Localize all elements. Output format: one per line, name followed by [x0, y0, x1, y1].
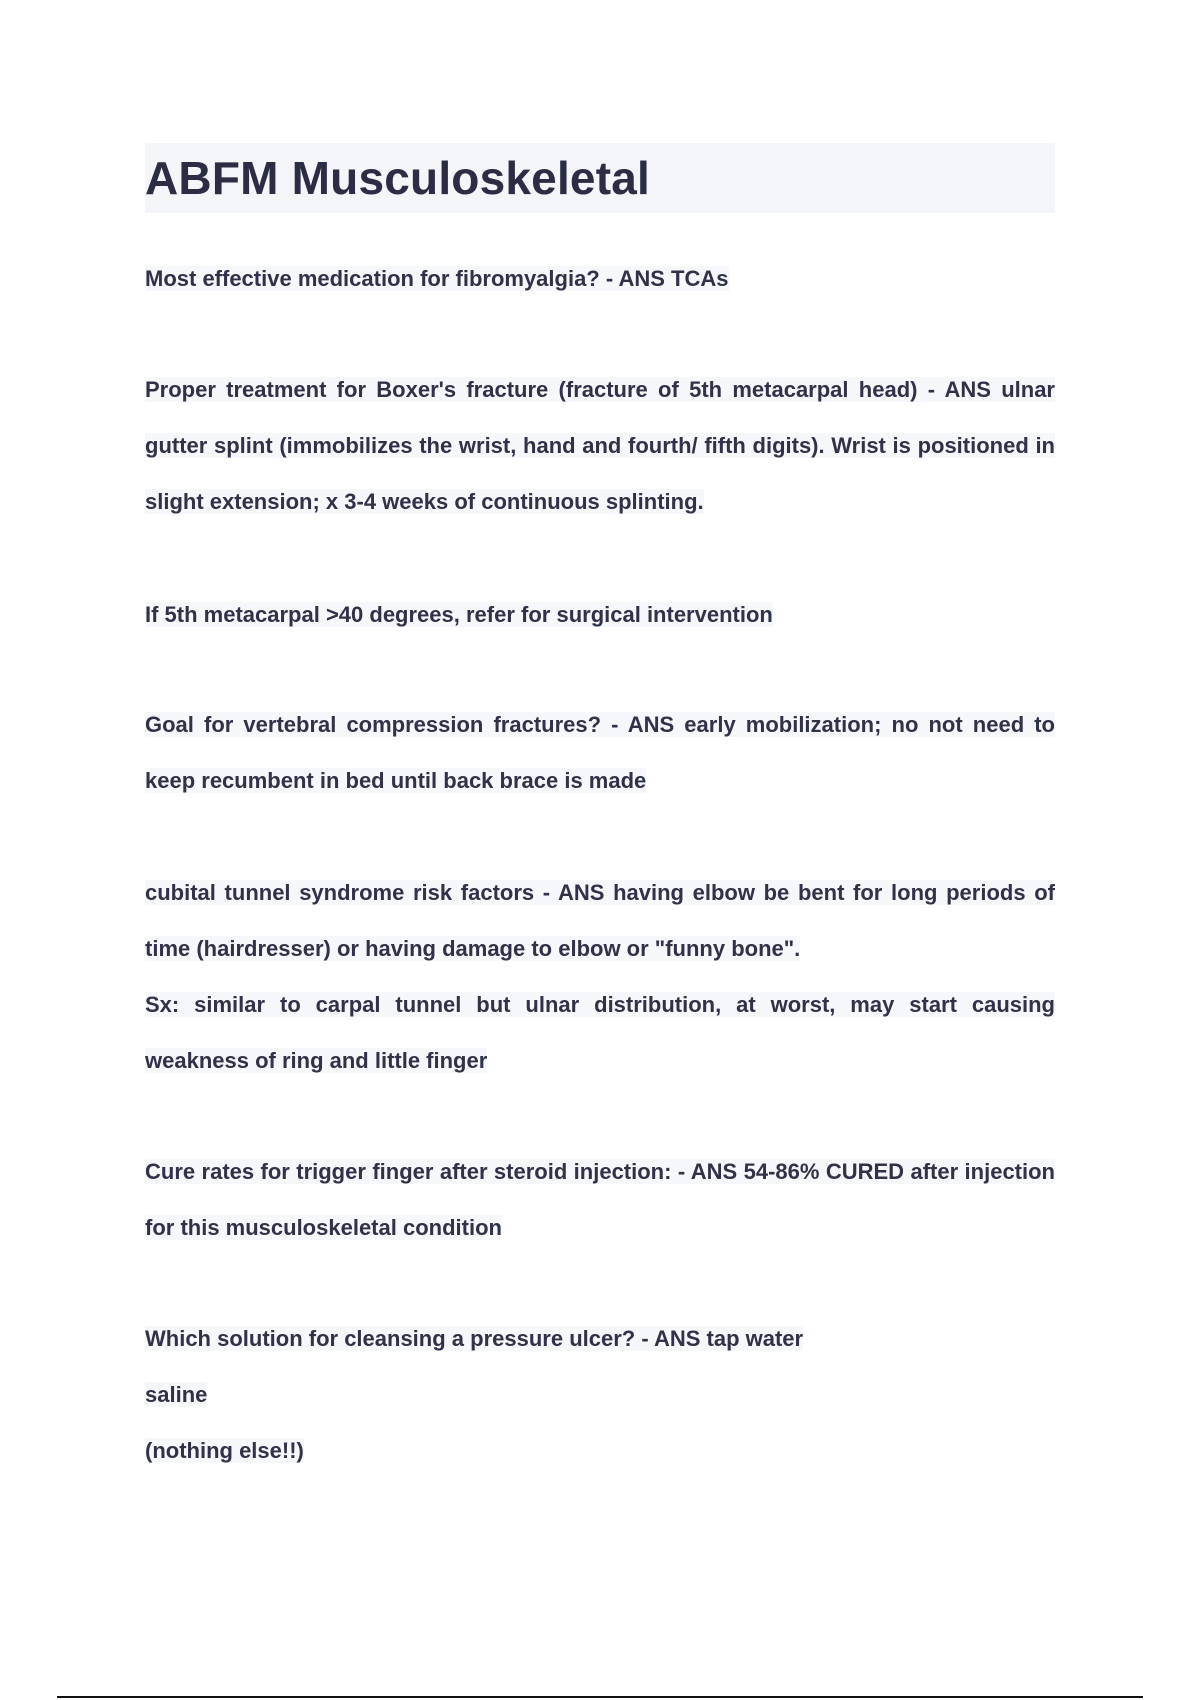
- qa-line: [145, 865, 1055, 977]
- qa-entry-vertebral-compression: [145, 697, 1055, 809]
- qa-text: Proper treatment for Boxer's fracture (fracture of 5th metacarpal head) - ANS ulnar gutter splint (immobilizes the wrist, hand and fourth/ fifth digits). Wrist is positioned in slight extension; x 3-4 weeks of continuous splinting.: [145, 377, 1055, 514]
- qa-entry-boxers-fracture: [145, 362, 1055, 530]
- qa-entry-pressure-ulcer: [145, 1311, 1055, 1479]
- qa-text: cubital tunnel syndrome risk factors - ANS having elbow be bent for long periods of time (hairdresser) or having damage to elbow or "funny bone".: [145, 880, 1055, 961]
- qa-line: [145, 1367, 1055, 1423]
- qa-entry-metacarpal-surgery: [145, 587, 1055, 643]
- qa-text: (nothing else!!): [145, 1438, 304, 1463]
- qa-entry-cubital-tunnel: [145, 865, 1055, 1089]
- document-title: ABFM Musculoskeletal: [145, 152, 650, 204]
- qa-text: Goal for vertebral compression fractures? - ANS early mobilization; no not need to keep recumbent in bed until back brace is made: [145, 712, 1055, 793]
- qa-text: Cure rates for trigger finger after steroid injection: - ANS 54-86% CURED after injection for this musculoskeletal condition: [145, 1159, 1055, 1240]
- qa-line: [145, 1311, 1055, 1367]
- qa-text: saline: [145, 1382, 208, 1407]
- title-block: [145, 143, 1055, 213]
- qa-entry-fibromyalgia: [145, 251, 1055, 307]
- qa-text: Which solution for cleansing a pressure ulcer? - ANS tap water: [145, 1326, 804, 1351]
- qa-line: [145, 977, 1055, 1089]
- qa-line: [145, 1423, 1055, 1479]
- footer-divider: [57, 1696, 1143, 1698]
- qa-entry-trigger-finger: [145, 1144, 1055, 1256]
- qa-text: Sx: similar to carpal tunnel but ulnar distribution, at worst, may start causing weakness of ring and little finger: [145, 992, 1055, 1073]
- qa-text: Most effective medication for fibromyalgia? - ANS TCAs: [145, 266, 729, 291]
- qa-text: If 5th metacarpal >40 degrees, refer for surgical intervention: [145, 602, 773, 627]
